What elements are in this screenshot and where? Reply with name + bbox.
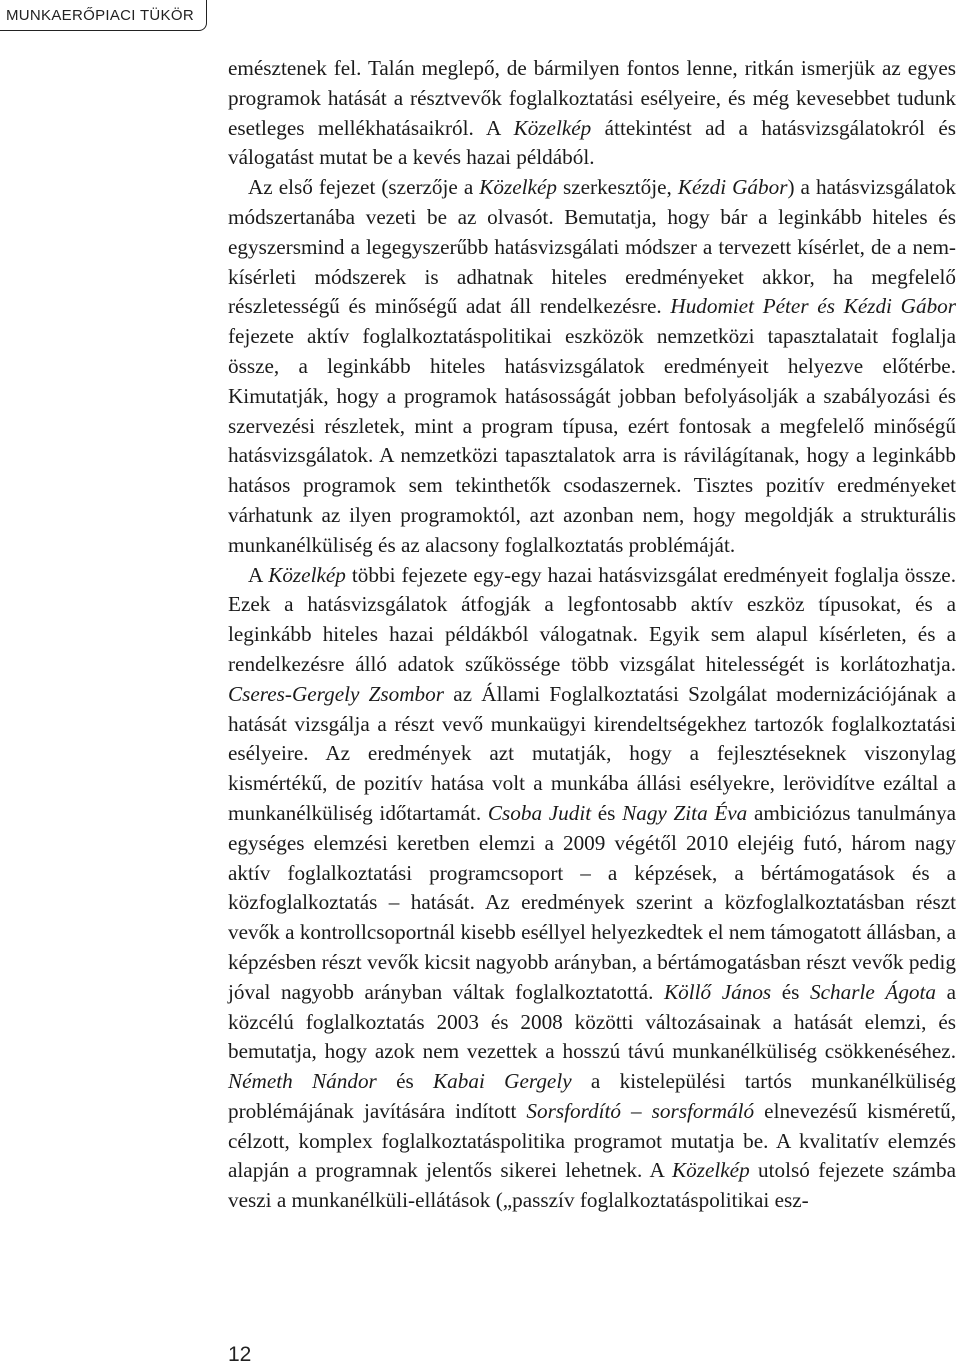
page-number: 12: [228, 1343, 252, 1366]
text-run: és: [771, 979, 811, 1004]
text-run: Az első fejezet (szerzője a: [248, 175, 480, 200]
text-run: fejezete aktív foglalkoztatáspolitikai eszközök nemzetközi tapasztalatait foglalja össze, a leginkább hiteles hatásvizsgálatok eredményeit helyezve előtérbe. Kimutatják, hogy a programok hatásosságát jobban befolyásolják a szabályozási és szervezési részletek, mint a program típusa, ezért fontosak a megfelelő minőségű hatásvizsgálatok. A nemzetközi tapasztalatok arra is rávilágítanak, hogy a leginkább hatásos programok sem tekinthetők csodaszernek. Tisztes pozitív eredményeket várhatunk az ilyen programoktól, azt azonban nem, hogy megoldják a strukturális munkanélküliség és az alacsony foglalkoztatás problémáját.: [228, 324, 956, 557]
section-label: MUNKAERŐPIACI TÜKÖR: [6, 6, 194, 24]
text-run: áttekintést ad a hatásvizsgálatokról és válogatást mutat be a kevés hazai példából.: [228, 115, 956, 170]
italic-text-run: Köllő János: [664, 979, 772, 1004]
italic-text-run: Cseres-Gergely Zsombor: [228, 681, 444, 706]
italic-text-run: Hudomiet Péter és Kézdi Gábor: [670, 294, 956, 319]
italic-text-run: Németh Nándor: [228, 1069, 377, 1094]
text-run: utolsó fejezete számba veszi a munkanélküli-ellátások („passzív foglalkoztatáspolitikai esz-: [228, 1158, 956, 1213]
text-run: elnevezésű kisméretű, célzott, komplex foglalkoztatáspolitika programot mutatja be. A kvalitatív elemzés alapján a programnak jelentős sikerei lehetnek. A: [228, 1098, 956, 1183]
text-run: ambiciózus tanulmánya egységes elemzési keretben elemzi a 2009 végétől 2010 elejéig futó, három nagy aktív foglalkoztatási programcsoport – a képzések, a bértámogatások és a közfoglalkoztatás – hatását. Az eredmények szerint a közfoglalkoztatásban részt vevők a kontrollcsoportnál kisebb eséllyel helyezkedtek el nem támogatott állásban, a képzésben részt vevők kicsit nagyobb arányban, a bértámogatásban részt vevők pedig jóval nagyobb arányban váltak foglalkoztatottá.: [228, 800, 956, 1004]
italic-text-run: Közelkép: [513, 115, 592, 140]
italic-text-run: Kabai Gergely: [433, 1069, 572, 1094]
text-run: többi fejezete egy-egy hazai hatásvizsgálat eredményeit foglalja össze. Ezek a hatásvizsgálatok átfogják a legfontosabb aktív eszköz típusokat, és a leginkább hiteles hazai példákból válogatnak. Egyik sem alapul kísérleten, és a rendelkezésre álló adatok szűkössége több vizsgálat hitelességét is korlátozhatja.: [228, 562, 956, 676]
paragraph: [228, 54, 956, 173]
text-run: szerkesztője,: [556, 175, 678, 200]
text-run: és: [591, 800, 623, 825]
italic-text-run: Nagy Zita Éva: [622, 800, 748, 825]
text-run: A: [248, 562, 269, 587]
text-run: az Állami Foglalkoztatási Szolgálat modernizációjának a hatását vizsgálja a részt vevő munkaügyi kirendeltségekhez tartozók foglalkoztatási esélyeire. Az eredmények azt mutatják, hogy a fejlesztéseknek viszonylag kismértékű, de pozitív hatása volt a munkába állási esélyekre, lerövidítve ezáltal a munkanélküliség időtartamát.: [228, 681, 956, 825]
italic-text-run: Csoba Judit: [487, 800, 592, 825]
paragraph: [228, 561, 956, 1217]
text-run: emésztenek fel. Talán meglepő, de bármilyen fontos lenne, ritkán ismerjük az egyes programok hatását a résztvevők foglalkoztatási esélyeire, és még kevesebbet tudunk esetleges mellékhatásaikról. A: [228, 56, 956, 140]
text-run: a közcélú foglalkoztatás 2003 és 2008 közötti változásainak a hatását elemzi, és bemutatja, hogy azok nem vezettek a hosszú távú munkanélküliség csökkenéséhez.: [228, 979, 956, 1064]
text-run: ) a hatásvizsgálatok módszertanába vezeti be az olvasót. Bemutatja, hogy bár a leginkább hiteles és egyszersmind a legegyszerűbb hatásvizsgálati módszer a tervezett kísérlet, de a nem-kísérleti módszerek is adhatnak hiteles eredményeket akkor, ha megfelelő részletességű és minőségű adat áll rendelkezésre.: [228, 175, 957, 319]
section-header-tab: [0, 0, 207, 31]
italic-text-run: Közelkép: [479, 175, 557, 200]
italic-text-run: Sorsfordító – sorsformáló: [526, 1098, 755, 1123]
text-run: és: [376, 1069, 434, 1094]
italic-text-run: Közelkép: [268, 562, 346, 587]
italic-text-run: Scharle Ágota: [810, 979, 936, 1004]
paragraph: [228, 173, 956, 560]
text-run: a kistelepülési tartós munkanélküliség problémájának javítására indított: [228, 1069, 956, 1123]
italic-text-run: Kézdi Gábor: [677, 175, 788, 200]
italic-text-run: Közelkép: [672, 1158, 750, 1183]
body-text: [228, 54, 956, 1216]
